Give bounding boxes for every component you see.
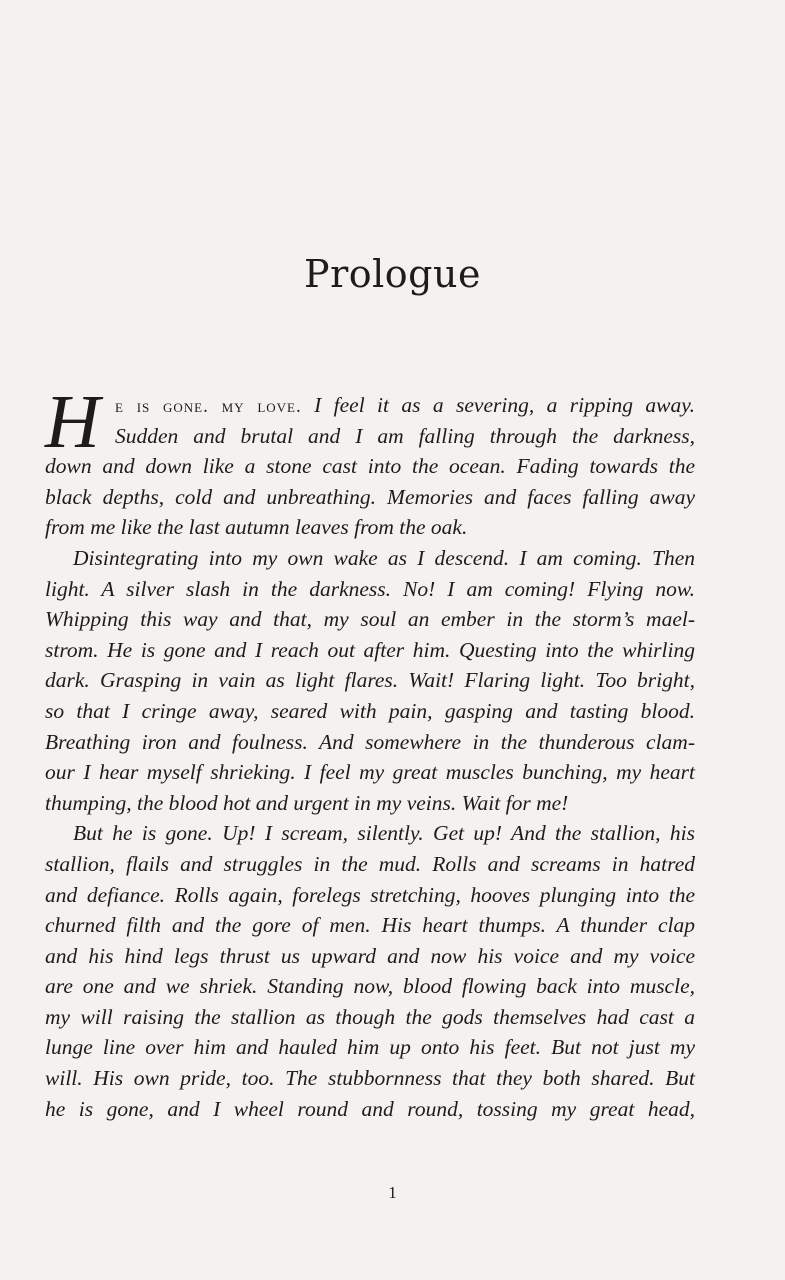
text-line: are one and we shriek. Standing now, blood flowing back into muscle, [45, 974, 695, 999]
text-line: from me like the last autumn leaves from the oak. [45, 515, 468, 540]
text-line: Sudden and brutal and I am falling through the darkness, [115, 423, 695, 448]
text-line: But he is gone. Up! I scream, silently. Get up! And the stallion, his [73, 821, 695, 846]
chapter-title: Prologue [304, 252, 481, 296]
text-line: and defiance. Rolls again, forelegs stretching, hooves plunging into the [45, 882, 695, 907]
text-line: churned filth and the gore of men. His heart thumps. A thunder clap [45, 913, 695, 938]
prologue-text [45, 380, 695, 1124]
text-line: our I hear myself shrieking. I feel my great muscles bunching, my heart [45, 760, 695, 785]
text-line: stallion, flails and struggles in the mud. Rolls and screams in hatred [45, 851, 695, 876]
text-line: Whipping this way and that, my soul an ember in the storm’s mael- [45, 607, 695, 632]
text-line: down and down like a stone cast into the ocean. Fading towards the [45, 454, 695, 479]
text-line: will. His own pride, too. The stubbornness that they both shared. But [45, 1066, 695, 1091]
text-line: so that I cringe away, seared with pain, gasping and tasting blood. [45, 698, 695, 723]
text-line: dark. Grasping in vain as light flares. Wait! Flaring light. Too bright, [45, 668, 695, 693]
text-line: my will raising the stallion as though the gods themselves had cast a [45, 1004, 695, 1029]
drop-cap: H [45, 380, 100, 464]
text-line: lunge line over him and hauled him up onto his feet. But not just my [45, 1035, 695, 1060]
opening-rest: I feel it as a severing, a ripping away. [301, 393, 695, 417]
text-line: strom. He is gone and I reach out after him. Questing into the whirling [45, 637, 695, 662]
text-line: Disintegrating into my own wake as I descend. I am coming. Then [73, 545, 695, 570]
text-line: black depths, cold and unbreathing. Memories and faces falling away [45, 484, 695, 509]
text-line: Breathing iron and foulness. And somewhere in the thunderous clam- [45, 729, 695, 754]
page-number: 1 [388, 1183, 397, 1202]
text-line: thumping, the blood hot and urgent in my veins. Wait for me! [45, 790, 569, 815]
text-line: and his hind legs thrust us upward and now his voice and my voice [45, 943, 695, 968]
text-line: he is gone, and I wheel round and round, tossing my great head, [45, 1096, 695, 1121]
opening-smallcaps: e is gone. my love. [115, 396, 302, 417]
text-line: light. A silver slash in the darkness. No! I am coming! Flying now. [45, 576, 695, 601]
